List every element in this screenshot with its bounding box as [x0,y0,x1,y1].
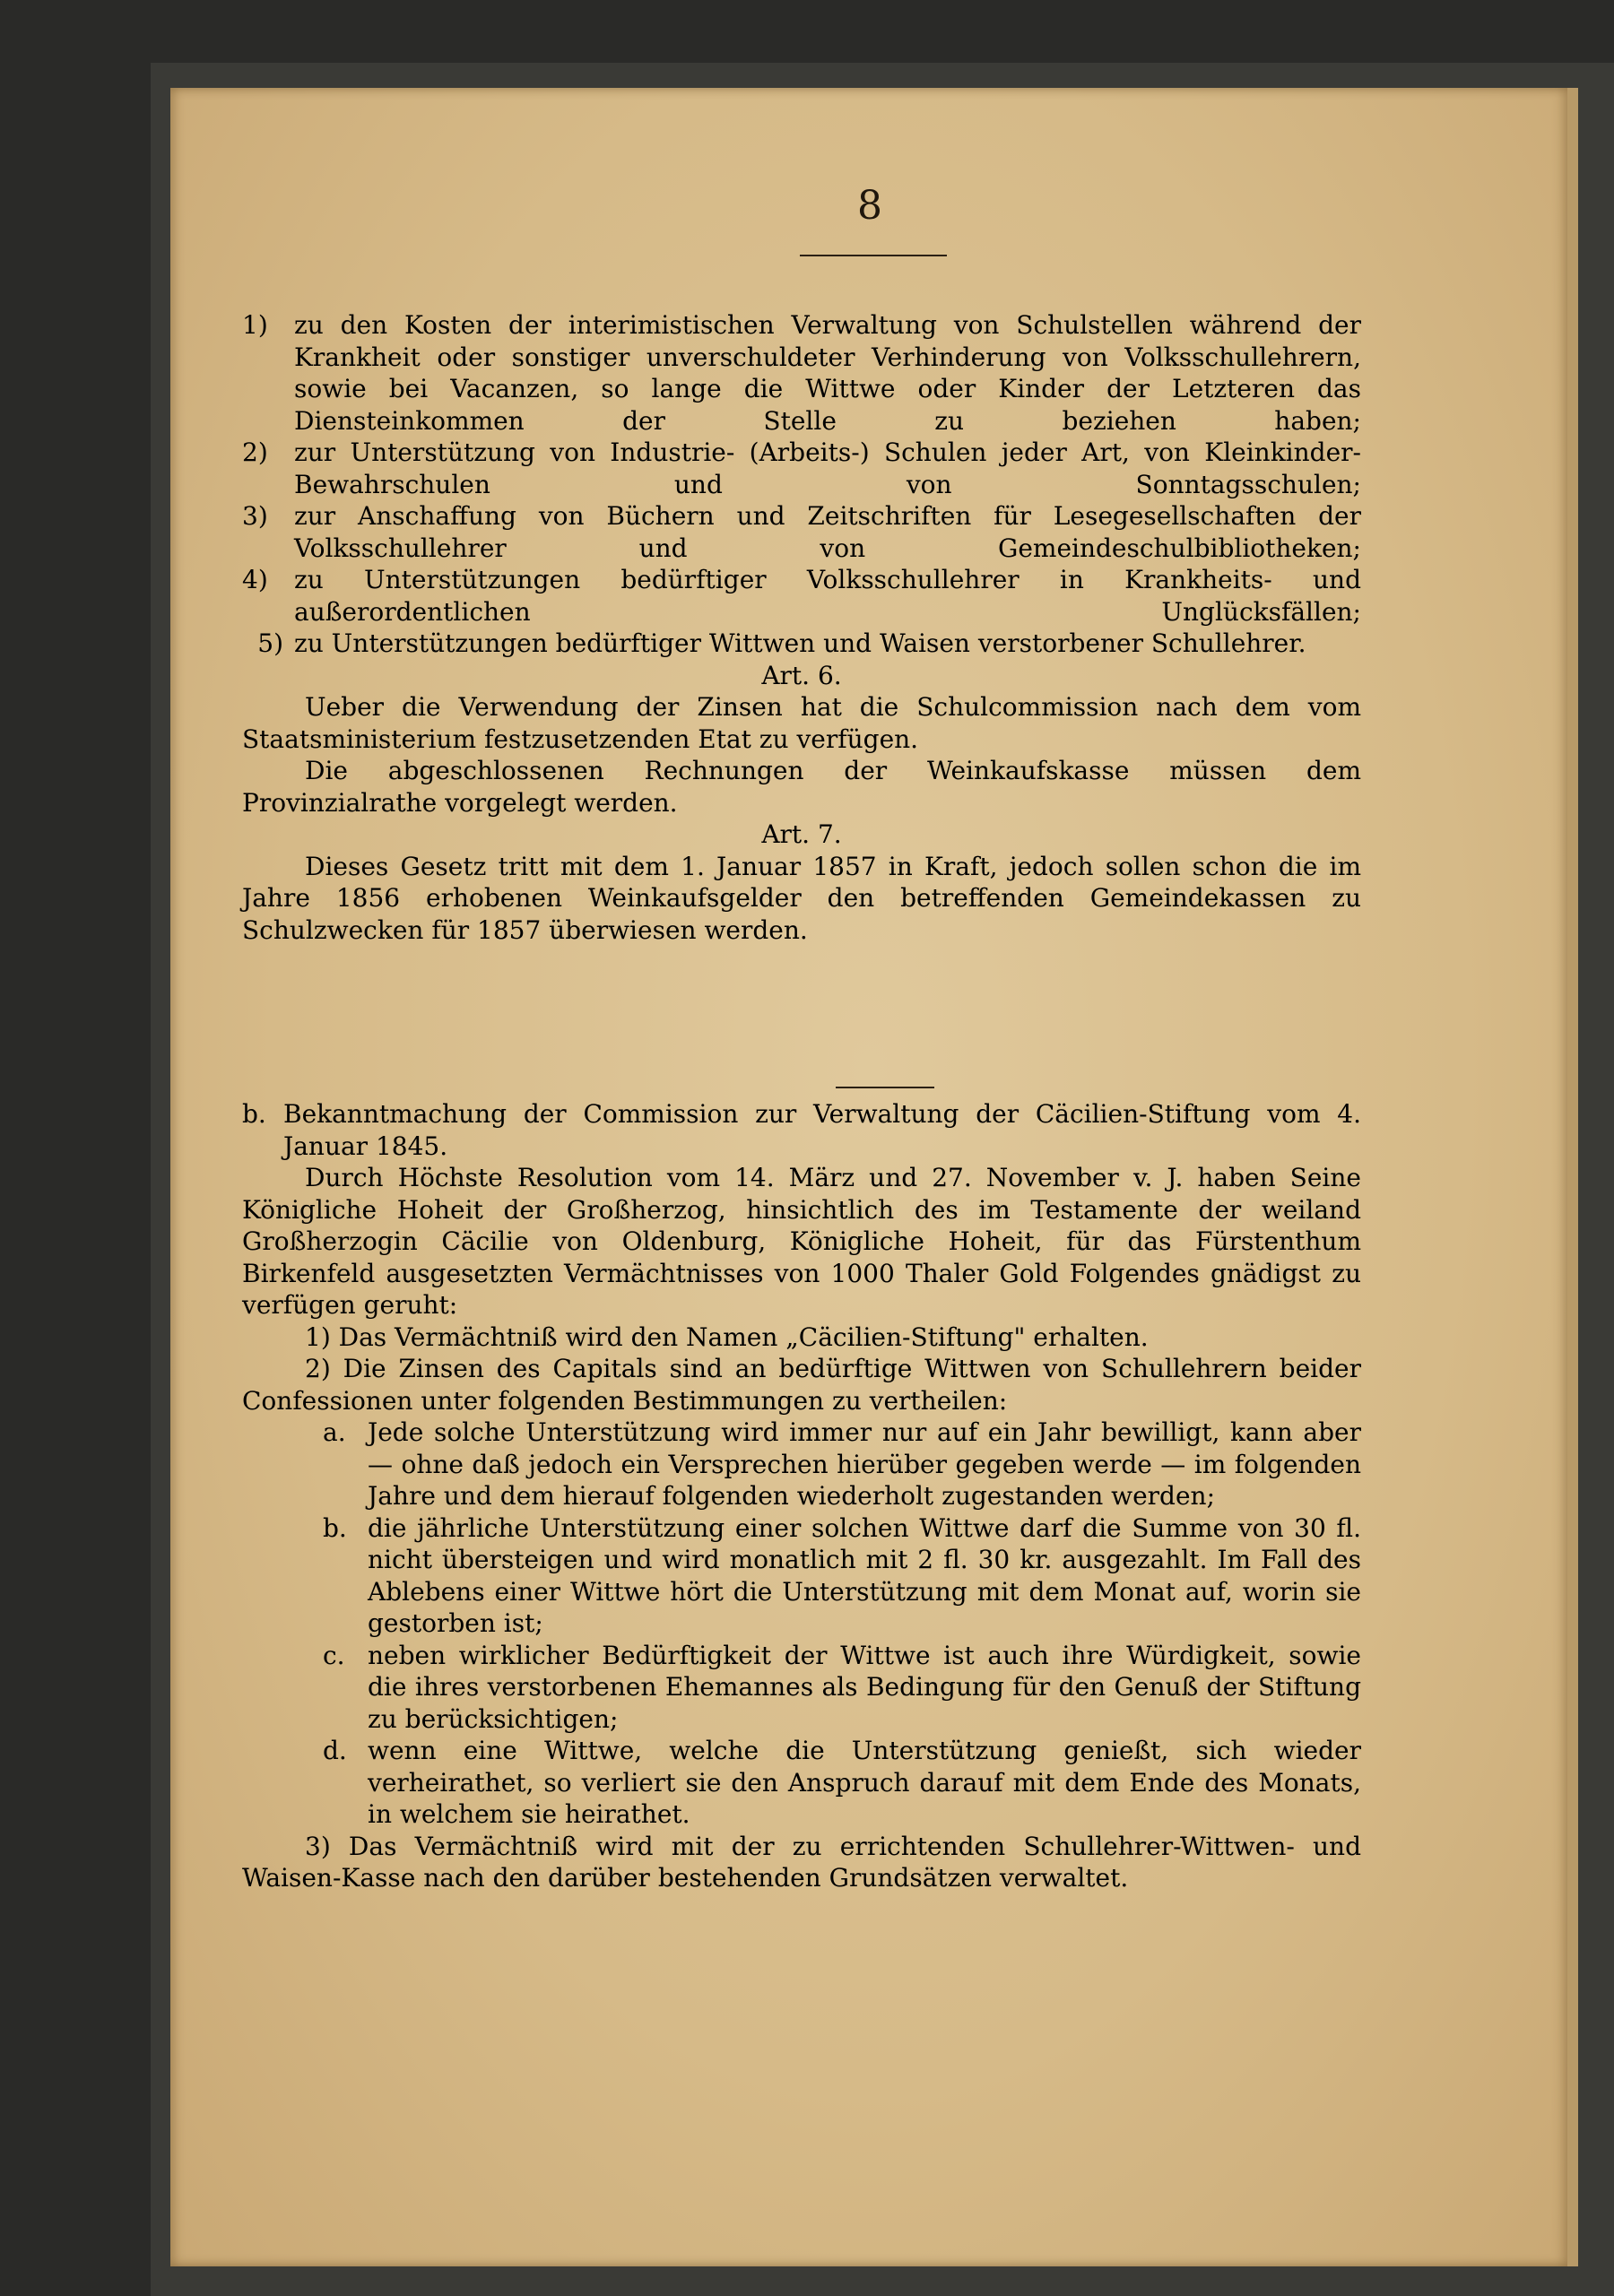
list-number: 2) [242,438,268,467]
list-number: 4) [242,565,268,594]
list-item [242,437,1361,500]
paragraph: Durch Höchste Resolution vom 14. März und 27. November v. J. haben Seine Königliche Hoheit der Großherzog, hinsichtlich des im Testamente der weiland Großherzogin Cäcilie von Oldenburg, Königliche Hoheit, für das Fürstenthum Birkenfeld ausgesetzten Vermächtnisses von 1000 Thaler Gold Folgendes gnädigst zu verfügen geruht: [242,1163,1361,1320]
section-divider [836,1087,934,1088]
list-item [242,309,1361,437]
list-number: d. [323,1736,347,1765]
list-text: zu den Kosten der interimistischen Verwaltung von Schulstellen während der Krankheit oder sonstiger unverschuldeter Verhinderung von Volksschullehrern, sowie bei Vacanzen, so lange die Wittwe oder Kinder der Letzteren das Diensteinkommen der Stelle zu beziehen haben; [294,310,1361,436]
list-text: zu Unterstützungen bedürftiger Wittwen und Waisen verstorbener Schullehrer. [294,628,1306,658]
paragraph: 2) Die Zinsen des Capitals sind an bedürftige Wittwen von Schullehrern beider Confessionen unter folgenden Bestimmungen zu vertheilen: [242,1354,1361,1416]
paragraph: Dieses Gesetz tritt mit dem 1. Januar 1857 in Kraft, jedoch sollen schon die im Jahre 1856 erhobenen Weinkaufsgelder den betreffenden Gemeindekassen zu Schulzwecken für 1857 überwiesen werden. [242,851,1361,945]
list-number: 5) [257,628,283,658]
list-number: 3) [242,501,268,531]
list-item [242,500,1361,564]
page-edge [1567,88,1578,2266]
list-item [242,628,1361,660]
article-heading: Art. 6. [761,660,842,690]
list-text: zu Unterstützungen bedürftiger Volksschullehrer in Krankheits- und außerordentlichen Unglücksfällen; [294,565,1361,627]
page-number: 8 [857,183,882,229]
list-text: zur Unterstützung von Industrie- (Arbeits-) Schulen jeder Art, von Kleinkinder-Bewahrschulen und von Sonntagsschulen; [294,438,1361,499]
paragraph: 1) Das Vermächtniß wird den Namen „Cäcilien-Stiftung" erhalten. [305,1321,1149,1352]
section-label: b. [242,1099,266,1129]
list-item [323,1735,1361,1831]
list-item [323,1417,1361,1512]
list-number: 1) [242,310,268,340]
list-text: die jährliche Unterstützung einer solchen Wittwe darf die Summe von 30 fl. nicht übersteigen und wird monatlich mit 2 fl. 30 kr. ausgezahlt. Im Fall des Ablebens einer Wittwe hört die Unterstützung mit dem Monat auf, worin sie gestorben ist; [368,1512,1361,1638]
list-text: zur Anschaffung von Büchern und Zeitschriften für Lesegesellschaften der Volksschullehrer und von Gemeindeschulbibliotheken; [294,501,1361,563]
article-heading: Art. 7. [761,819,842,849]
list-number: a. [323,1417,346,1447]
section-b [242,1098,1361,1894]
list-text: wenn eine Wittwe, welche die Unterstützung genießt, sich wieder verheirathet, so verliert sie den Anspruch darauf mit dem Ende des Monats, in welchem sie heirathet. [368,1736,1361,1829]
header-rule [800,255,947,256]
list-number: c. [323,1640,345,1670]
paragraph: Die abgeschlossenen Rechnungen der Weinkaufskasse müssen dem Provinzialrathe vorgelegt werden. [242,756,1361,818]
list-text: Jede solche Unterstützung wird immer nur auf ein Jahr bewilligt, kann aber — ohne daß jedoch ein Versprechen hierüber gegeben werde — im folgenden Jahre und dem hierauf folgenden wiederholt zugestanden werden; [368,1417,1361,1511]
list-text: neben wirklicher Bedürftigkeit der Wittwe ist auch ihre Würdigkeit, sowie die ihres verstorbenen Ehemannes als Bedingung für den Genuß der Stiftung zu berücksichtigen; [368,1640,1361,1734]
paragraph: 3) Das Vermächtniß wird mit der zu errichtenden Schullehrer-Wittwen- und Waisen-Kasse nach den darüber bestehenden Grundsätzen verwaltet. [242,1831,1361,1893]
list-item [242,564,1361,628]
section-heading [242,1098,1361,1162]
section-title: Bekanntmachung der Commission zur Verwaltung der Cäcilien-Stiftung vom 4. Januar 1845. [283,1099,1361,1161]
list-number: b. [323,1512,347,1543]
paragraph: Ueber die Verwendung der Zinsen hat die Schulcommission nach dem vom Staatsministerium festzusetzenden Etat zu verfügen. [242,692,1361,754]
list-item [323,1640,1361,1736]
document-text [242,309,1361,946]
list-item [323,1512,1361,1640]
